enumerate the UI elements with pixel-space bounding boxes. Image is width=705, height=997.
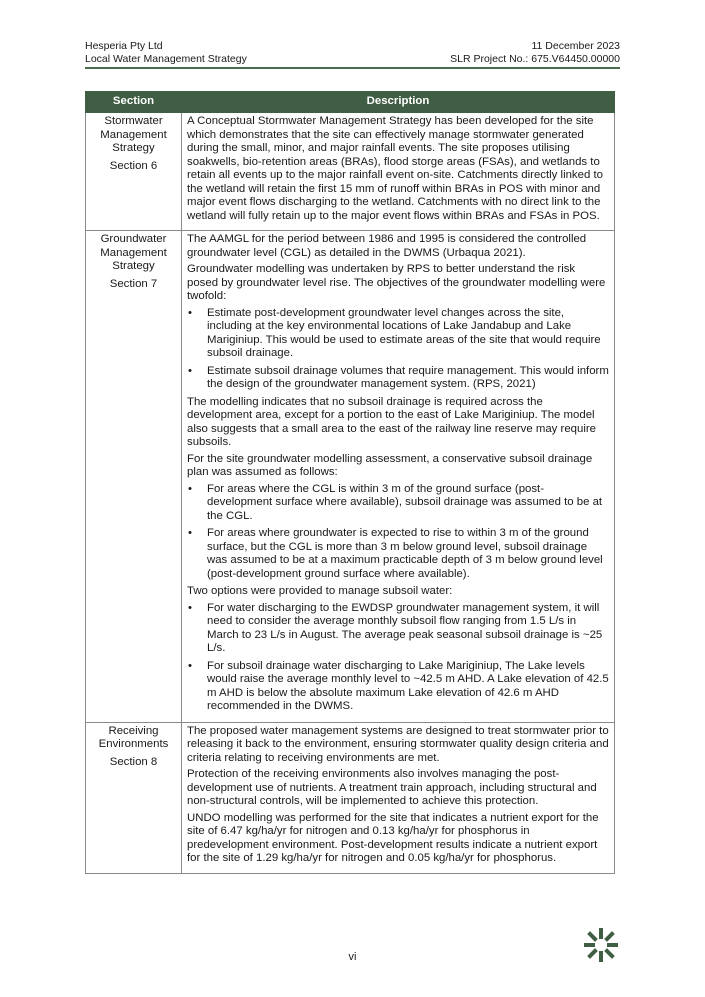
bullet-item: • For areas where groundwater is expected to rise to within 3 m of the ground surface, but the CGL is more than 3 m below ground level, subsoil drainage was assumed to be at a maximum practicable depth of 3 m below ground level (post-development ground surface where available). [187, 527, 609, 581]
column-header-section: Section [86, 92, 182, 113]
summary-table [85, 91, 615, 874]
section-reference: Section 7 [109, 277, 158, 290]
table-row [86, 722, 615, 873]
description-paragraph: Two options were provided to manage subsoil water: [187, 585, 453, 597]
section-cell [86, 722, 182, 873]
project-number: SLR Project No.: 675.V64450.00000 [450, 53, 620, 65]
table-row [86, 113, 615, 231]
description-cell [182, 113, 615, 231]
description-paragraph: Groundwater modelling was undertaken by RPS to better understand the risk posed by groundwater level rise. The objectives of the groundwater modelling were twofold: [187, 263, 606, 302]
description-paragraph: For the site groundwater modelling assessment, a conservative subsoil drainage plan was assumed as follows: [187, 452, 593, 478]
logo-stroke [590, 934, 595, 939]
slr-logo-icon [584, 928, 618, 962]
section-title-line: Management [100, 128, 167, 141]
bullet-item: • Estimate subsoil drainage volumes that require management. This would inform the design of the groundwater management system. (RPS, 2021) [187, 365, 609, 392]
section-title-line: Strategy [112, 260, 155, 272]
description-paragraph: Protection of the receiving environments also involves managing the post-development use of nutrients. A treatment train approach, including structural and non-structural controls, will be implemented to achieve this protection. [187, 768, 597, 807]
document-title: Local Water Management Strategy [85, 53, 247, 65]
description-paragraph: UNDO modelling was performed for the site that indicates a nutrient export for the site of 6.47 kg/ha/yr for nitrogen and 0.13 kg/ha/yr for phosphorus in predevelopment environment. Post-development results indicate a nutrient export for the site of 1.29 kg/ha/yr for nitrogen and 0.05 kg/ha/yr for phosphorus. [187, 811, 599, 864]
section-cell [86, 231, 182, 723]
description-cell [182, 722, 615, 873]
section-cell [86, 113, 182, 231]
header-divider [85, 67, 620, 69]
logo-stroke [590, 951, 595, 956]
section-reference: Section 8 [109, 755, 158, 768]
description-paragraph: The AAMGL for the period between 1986 and 1995 is considered the controlled groundwater level (CGL) as detailed in the DWMS (Urbaqua 2021). [187, 233, 587, 259]
bullet-list [187, 483, 609, 582]
section-title-line: Environments [98, 738, 169, 750]
section-title-line: Receiving [108, 724, 159, 737]
section-title-line: Groundwater [100, 233, 167, 245]
table-row [86, 231, 615, 723]
section-title-line: Management [100, 246, 167, 259]
bullet-list [187, 307, 609, 392]
section-title-line: Stormwater [104, 115, 163, 127]
table-header-row [86, 92, 615, 113]
bullet-item: • For subsoil drainage water discharging to Lake Mariginiup, The Lake levels would raise the average monthly level to ~42.5 m AHD. A Lake elevation of 42.5 m AHD is below the absolute maximum Lake elevation of 42.6 m AHD recommended in the DWMS. [187, 660, 609, 714]
description-paragraph: A Conceptual Stormwater Management Strategy has been developed for the site which demonstrates that the site can effectively manage stormwater generated during the small, minor, and major rainfall events. The site proposes utilising soakwells, bio-retention areas (BRAs), flood storge areas (FSAs), and wetlands to retain all events up to the major rainfall event on-site. Catchments directly linked to the wetland will retain the first 15 mm of runoff within BRAs in POS with minor and major event flows discharging to the wetland. Catchments with no direct link to the wetland will fully retain up to the major event flows within BRAs and FSAs in POS. [187, 115, 603, 222]
bullet-item: • For water discharging to the EWDSP groundwater management system, it will need to consider the average monthly subsoil flow ranging from 1.5 L/s in March to 23 L/s in August. The average peak seasonal subsoil drainage is ~25 L/s. [187, 602, 609, 656]
company-name: Hesperia Pty Ltd [85, 40, 163, 52]
section-title-line: Strategy [112, 142, 155, 154]
document-date: 11 December 2023 [531, 40, 620, 52]
description-paragraph: The proposed water management systems are designed to treat stormwater prior to releasing it back to the environment, ensuring stormwater quality design criteria and criteria relating to receiving environments are met. [187, 724, 609, 764]
column-header-description: Description [182, 92, 615, 113]
logo-stroke [607, 934, 612, 939]
bullet-item: • Estimate post-development groundwater level changes across the site, including at the key environmental locations of Lake Jandabup and Lake Mariginiup. This would be used to estimate areas of the site that would require subsoil drainage. [187, 307, 609, 361]
logo-stroke [607, 951, 612, 956]
description-cell [182, 231, 615, 723]
page-number: vi [348, 951, 357, 963]
bullet-list [187, 602, 609, 714]
section-reference: Section 6 [109, 159, 158, 172]
description-paragraph: The modelling indicates that no subsoil drainage is required across the development area, except for a portion to the east of Lake Mariginiup. The model also suggests that a small area to the east of the railway line reserve may require subsoils. [187, 395, 597, 448]
bullet-item: • For areas where the CGL is within 3 m of the ground surface (post-development surface where available), subsoil drainage was assumed to be at the CGL. [187, 483, 609, 524]
